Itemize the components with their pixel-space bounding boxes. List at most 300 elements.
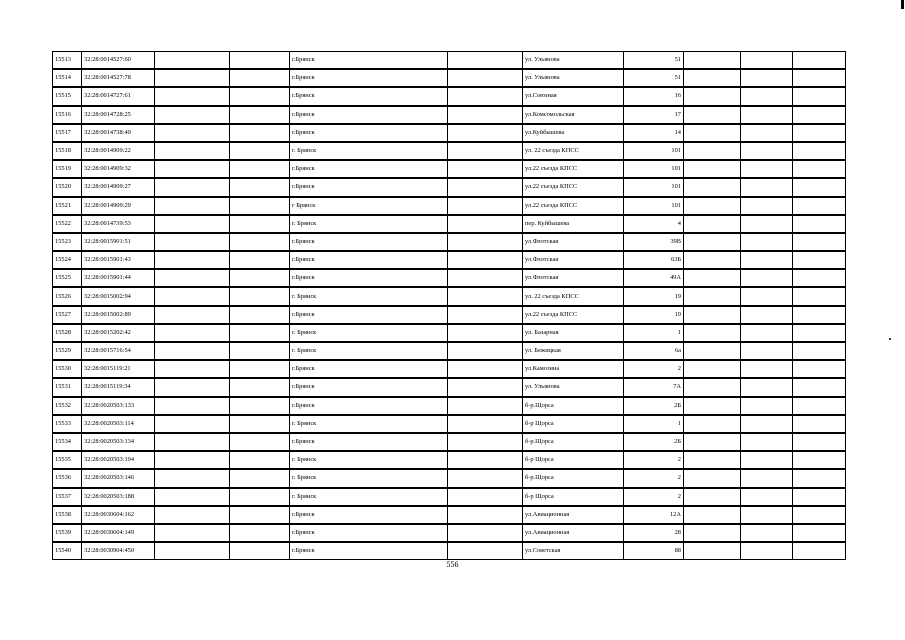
empty-cell — [793, 433, 846, 451]
empty-cell — [230, 415, 290, 433]
empty-cell — [741, 197, 793, 215]
empty-cell — [741, 215, 793, 233]
margin-dot — [889, 338, 891, 340]
house-number: 88 — [624, 542, 684, 560]
empty-cell — [230, 160, 290, 178]
record-number: 15532 — [53, 397, 82, 415]
empty-cell — [741, 506, 793, 524]
empty-cell — [793, 415, 846, 433]
house-number: 2Б — [624, 433, 684, 451]
empty-cell — [448, 178, 523, 196]
empty-cell — [684, 233, 741, 251]
empty-cell — [448, 542, 523, 560]
empty-cell — [155, 524, 230, 542]
empty-cell — [155, 142, 230, 160]
empty-cell — [155, 106, 230, 124]
empty-cell — [448, 342, 523, 360]
street: б-р Щорса — [523, 415, 624, 433]
house-number: 101 — [624, 197, 684, 215]
empty-cell — [793, 342, 846, 360]
record-number: 15539 — [53, 524, 82, 542]
empty-cell — [741, 106, 793, 124]
empty-cell — [793, 287, 846, 305]
empty-cell — [448, 324, 523, 342]
empty-cell — [230, 142, 290, 160]
empty-cell — [741, 52, 793, 70]
record-number: 15531 — [53, 378, 82, 396]
street: ул.Советская — [523, 542, 624, 560]
table-row — [53, 488, 846, 506]
house-number: 101 — [624, 142, 684, 160]
table-row — [53, 469, 846, 487]
empty-cell — [448, 87, 523, 105]
table-row — [53, 433, 846, 451]
record-number: 15518 — [53, 142, 82, 160]
street: б-р Щорса — [523, 451, 624, 469]
house-number: 12А — [624, 506, 684, 524]
table-row — [53, 287, 846, 305]
street: ул.22 съезда КПСС — [523, 197, 624, 215]
empty-cell — [448, 506, 523, 524]
empty-cell — [230, 506, 290, 524]
street: ул. Ульянова — [523, 52, 624, 70]
cadastral-number: 32:28:0030604:162 — [82, 506, 155, 524]
empty-cell — [684, 178, 741, 196]
corner-mark — [901, 0, 904, 9]
cadastral-number: 32:28:0015901:44 — [82, 269, 155, 287]
empty-cell — [684, 142, 741, 160]
house-number: 28 — [624, 524, 684, 542]
table-row — [53, 233, 846, 251]
city: г.Брянск — [290, 433, 448, 451]
empty-cell — [684, 397, 741, 415]
empty-cell — [448, 124, 523, 142]
empty-cell — [155, 160, 230, 178]
house-number: 49А — [624, 269, 684, 287]
record-number: 15515 — [53, 87, 82, 105]
street: ул.Комсомольская — [523, 106, 624, 124]
street: ул. 22 съезда КПСС — [523, 142, 624, 160]
street: ул. Ульянова — [523, 378, 624, 396]
city: г. Брянск — [290, 469, 448, 487]
cadastral-number: 32:28:0014727:61 — [82, 87, 155, 105]
record-number: 15522 — [53, 215, 82, 233]
table-row — [53, 506, 846, 524]
empty-cell — [741, 233, 793, 251]
empty-cell — [741, 269, 793, 287]
cadastral-number: 32:28:0014909:22 — [82, 142, 155, 160]
empty-cell — [155, 69, 230, 87]
empty-cell — [230, 397, 290, 415]
empty-cell — [684, 415, 741, 433]
city: г.Брянск — [290, 69, 448, 87]
empty-cell — [793, 488, 846, 506]
record-number: 15513 — [53, 52, 82, 70]
street: ул.Авиационная — [523, 524, 624, 542]
empty-cell — [230, 178, 290, 196]
record-number: 15535 — [53, 451, 82, 469]
empty-cell — [741, 69, 793, 87]
empty-cell — [741, 287, 793, 305]
record-number: 15529 — [53, 342, 82, 360]
cadastral-number: 32:28:0015202:42 — [82, 324, 155, 342]
cadastral-number: 32:28:0030604:149 — [82, 524, 155, 542]
record-number: 15530 — [53, 360, 82, 378]
table-row — [53, 397, 846, 415]
empty-cell — [230, 469, 290, 487]
empty-cell — [741, 342, 793, 360]
table-row — [53, 124, 846, 142]
empty-cell — [230, 251, 290, 269]
empty-cell — [448, 251, 523, 269]
empty-cell — [448, 215, 523, 233]
empty-cell — [793, 142, 846, 160]
street: ул.Авиационная — [523, 506, 624, 524]
empty-cell — [793, 306, 846, 324]
city: г.Брянск — [290, 233, 448, 251]
empty-cell — [230, 378, 290, 396]
house-number: 7А — [624, 378, 684, 396]
record-number: 15533 — [53, 415, 82, 433]
empty-cell — [448, 378, 523, 396]
empty-cell — [684, 69, 741, 87]
empty-cell — [793, 378, 846, 396]
empty-cell — [230, 324, 290, 342]
empty-cell — [448, 524, 523, 542]
city: г.Брянск — [290, 306, 448, 324]
empty-cell — [448, 469, 523, 487]
empty-cell — [741, 415, 793, 433]
empty-cell — [448, 360, 523, 378]
city: г. Брянск — [290, 142, 448, 160]
empty-cell — [741, 142, 793, 160]
street: ул. 22 съезда КПСС — [523, 287, 624, 305]
city: г.Брянск — [290, 360, 448, 378]
city: г.Брянск — [290, 124, 448, 142]
empty-cell — [155, 178, 230, 196]
empty-cell — [741, 124, 793, 142]
empty-cell — [793, 324, 846, 342]
empty-cell — [230, 342, 290, 360]
empty-cell — [741, 397, 793, 415]
city: г. Брянск — [290, 415, 448, 433]
street: б-р.Щорса — [523, 397, 624, 415]
city: г.Брянск — [290, 251, 448, 269]
house-number: 2 — [624, 360, 684, 378]
empty-cell — [684, 52, 741, 70]
city: г.Брянск — [290, 52, 448, 70]
cadastral-number: 32:28:0015119:34 — [82, 378, 155, 396]
record-number: 15527 — [53, 306, 82, 324]
empty-cell — [230, 69, 290, 87]
street: ул.Флотская — [523, 233, 624, 251]
street: ул. Базарная — [523, 324, 624, 342]
record-number: 15528 — [53, 324, 82, 342]
empty-cell — [741, 324, 793, 342]
street: б-р.Щорса — [523, 433, 624, 451]
empty-cell — [793, 160, 846, 178]
record-number: 15517 — [53, 124, 82, 142]
cadastral-number: 32:28:0015901:51 — [82, 233, 155, 251]
street: б-р.Щорса — [523, 469, 624, 487]
city: г. Брянск — [290, 324, 448, 342]
city: г.Брянск — [290, 542, 448, 560]
cadastral-number: 32:28:0014909:27 — [82, 178, 155, 196]
city: г.Брянск — [290, 106, 448, 124]
house-number: 16 — [624, 87, 684, 105]
empty-cell — [741, 251, 793, 269]
street: ул.Флотская — [523, 269, 624, 287]
house-number: 14 — [624, 124, 684, 142]
city: г. Брянск — [290, 215, 448, 233]
empty-cell — [793, 52, 846, 70]
street: пер. Куйбышева — [523, 215, 624, 233]
empty-cell — [230, 542, 290, 560]
street: ул.22 съезда КПСС — [523, 306, 624, 324]
house-number: 2 — [624, 451, 684, 469]
empty-cell — [684, 342, 741, 360]
table-body — [53, 52, 846, 560]
record-number: 15519 — [53, 160, 82, 178]
house-number: 1 — [624, 324, 684, 342]
empty-cell — [448, 160, 523, 178]
street: ул.22 съезда КПСС — [523, 178, 624, 196]
empty-cell — [741, 433, 793, 451]
empty-cell — [793, 69, 846, 87]
empty-cell — [230, 360, 290, 378]
empty-cell — [684, 433, 741, 451]
empty-cell — [684, 542, 741, 560]
street: ул. Бежицкая — [523, 342, 624, 360]
cadastral-number: 32:28:0014909:29 — [82, 197, 155, 215]
record-number: 15514 — [53, 69, 82, 87]
empty-cell — [155, 360, 230, 378]
table-row — [53, 52, 846, 70]
empty-cell — [155, 506, 230, 524]
empty-cell — [230, 524, 290, 542]
house-number: 51 — [624, 69, 684, 87]
empty-cell — [448, 433, 523, 451]
empty-cell — [448, 106, 523, 124]
street: ул.Куйбышева — [523, 124, 624, 142]
empty-cell — [448, 142, 523, 160]
street: б-р Щорса — [523, 488, 624, 506]
table-row — [53, 69, 846, 87]
city: г.Брянск — [290, 524, 448, 542]
city: г.Брянск — [290, 269, 448, 287]
empty-cell — [448, 269, 523, 287]
register-table — [52, 51, 846, 560]
empty-cell — [448, 52, 523, 70]
empty-cell — [684, 469, 741, 487]
street: ул. Ульянова — [523, 69, 624, 87]
table-row — [53, 160, 846, 178]
empty-cell — [155, 542, 230, 560]
street: ул.Флотская — [523, 251, 624, 269]
record-number: 15524 — [53, 251, 82, 269]
table-row — [53, 360, 846, 378]
empty-cell — [448, 306, 523, 324]
empty-cell — [230, 451, 290, 469]
empty-cell — [793, 269, 846, 287]
record-number: 15516 — [53, 106, 82, 124]
empty-cell — [155, 197, 230, 215]
empty-cell — [793, 251, 846, 269]
cadastral-number: 32:28:0020503:133 — [82, 397, 155, 415]
empty-cell — [684, 488, 741, 506]
empty-cell — [155, 269, 230, 287]
empty-cell — [793, 524, 846, 542]
cadastral-number: 32:28:0020503:134 — [82, 433, 155, 451]
empty-cell — [741, 178, 793, 196]
house-number: 39В — [624, 233, 684, 251]
empty-cell — [230, 488, 290, 506]
cadastral-number: 32:28:0015119:21 — [82, 360, 155, 378]
table-row — [53, 415, 846, 433]
table-row — [53, 215, 846, 233]
empty-cell — [155, 342, 230, 360]
empty-cell — [230, 87, 290, 105]
empty-cell — [230, 106, 290, 124]
city: г.Брянск — [290, 506, 448, 524]
table-row — [53, 178, 846, 196]
empty-cell — [793, 451, 846, 469]
house-number: 17 — [624, 106, 684, 124]
empty-cell — [793, 215, 846, 233]
empty-cell — [793, 233, 846, 251]
table-row — [53, 269, 846, 287]
empty-cell — [230, 269, 290, 287]
record-number: 15520 — [53, 178, 82, 196]
cadastral-number: 32:28:0014527:78 — [82, 69, 155, 87]
table-row — [53, 378, 846, 396]
empty-cell — [155, 469, 230, 487]
empty-cell — [684, 360, 741, 378]
empty-cell — [684, 324, 741, 342]
house-number: 101 — [624, 160, 684, 178]
house-number: 2 — [624, 469, 684, 487]
cadastral-number: 32:28:0020503:146 — [82, 469, 155, 487]
record-number: 15540 — [53, 542, 82, 560]
table-row — [53, 324, 846, 342]
empty-cell — [741, 542, 793, 560]
empty-cell — [155, 215, 230, 233]
empty-cell — [793, 106, 846, 124]
empty-cell — [793, 542, 846, 560]
empty-cell — [230, 287, 290, 305]
table-row — [53, 342, 846, 360]
empty-cell — [448, 233, 523, 251]
record-number: 15538 — [53, 506, 82, 524]
empty-cell — [155, 451, 230, 469]
empty-cell — [741, 488, 793, 506]
empty-cell — [230, 306, 290, 324]
empty-cell — [741, 378, 793, 396]
house-number: 2 — [624, 488, 684, 506]
house-number: 4 — [624, 215, 684, 233]
empty-cell — [741, 160, 793, 178]
cadastral-number: 32:28:0015901:43 — [82, 251, 155, 269]
street: ул.Союзная — [523, 87, 624, 105]
empty-cell — [155, 251, 230, 269]
city: г.Брянск — [290, 378, 448, 396]
record-number: 15537 — [53, 488, 82, 506]
street: ул.22 съезда КПСС — [523, 160, 624, 178]
empty-cell — [155, 306, 230, 324]
cadastral-number: 32:28:0015002:94 — [82, 287, 155, 305]
cadastral-number: 32:28:0014738:49 — [82, 124, 155, 142]
record-number: 15534 — [53, 433, 82, 451]
cadastral-number: 32:28:0014739:53 — [82, 215, 155, 233]
city: г.Брянск — [290, 178, 448, 196]
table-row — [53, 197, 846, 215]
table-row — [53, 87, 846, 105]
empty-cell — [230, 433, 290, 451]
empty-cell — [448, 197, 523, 215]
city: г.Брянск — [290, 397, 448, 415]
empty-cell — [684, 215, 741, 233]
empty-cell — [741, 87, 793, 105]
record-number: 15536 — [53, 469, 82, 487]
empty-cell — [793, 506, 846, 524]
cadastral-number: 32:28:0030904:450 — [82, 542, 155, 560]
empty-cell — [684, 451, 741, 469]
city: г.Брянск — [290, 87, 448, 105]
empty-cell — [155, 124, 230, 142]
empty-cell — [448, 415, 523, 433]
empty-cell — [793, 87, 846, 105]
house-number: 1 — [624, 415, 684, 433]
cadastral-number: 32:28:0015716:54 — [82, 342, 155, 360]
city: г.Брянск — [290, 160, 448, 178]
empty-cell — [230, 124, 290, 142]
empty-cell — [155, 287, 230, 305]
table-row — [53, 142, 846, 160]
house-number: 19 — [624, 306, 684, 324]
house-number: 2Б — [624, 397, 684, 415]
empty-cell — [684, 197, 741, 215]
empty-cell — [684, 306, 741, 324]
empty-cell — [448, 488, 523, 506]
empty-cell — [793, 469, 846, 487]
table-row — [53, 542, 846, 560]
empty-cell — [448, 451, 523, 469]
record-number: 15525 — [53, 269, 82, 287]
empty-cell — [741, 451, 793, 469]
empty-cell — [684, 269, 741, 287]
empty-cell — [684, 87, 741, 105]
city: г Брянск — [290, 197, 448, 215]
empty-cell — [155, 233, 230, 251]
empty-cell — [684, 524, 741, 542]
empty-cell — [230, 197, 290, 215]
table-row — [53, 451, 846, 469]
empty-cell — [793, 397, 846, 415]
city: г. Брянск — [290, 287, 448, 305]
cadastral-number: 32:28:0020503:188 — [82, 488, 155, 506]
page-number: 556 — [446, 560, 459, 569]
city: г. Брянск — [290, 451, 448, 469]
empty-cell — [741, 306, 793, 324]
empty-cell — [155, 488, 230, 506]
empty-cell — [793, 178, 846, 196]
empty-cell — [684, 160, 741, 178]
empty-cell — [684, 124, 741, 142]
empty-cell — [448, 69, 523, 87]
table-row — [53, 306, 846, 324]
cadastral-number: 32:28:0014527:60 — [82, 52, 155, 70]
empty-cell — [684, 251, 741, 269]
